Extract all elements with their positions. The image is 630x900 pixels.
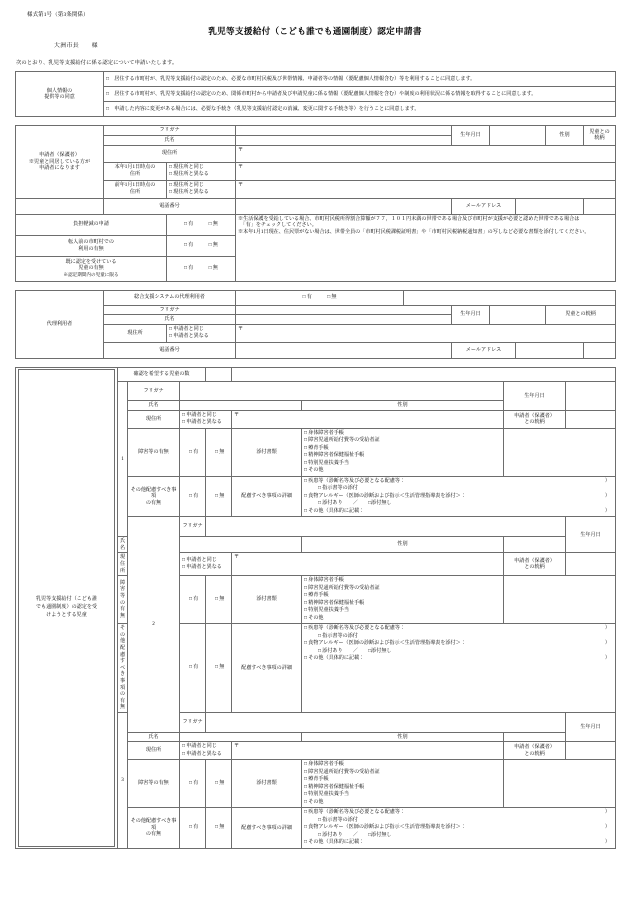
child1-attach-items[interactable] xyxy=(302,428,504,476)
yes-label: 有 xyxy=(188,220,194,227)
attach-item-3: 療育手帳 xyxy=(308,776,329,783)
child3-consider-items[interactable] xyxy=(302,808,616,849)
child3-name-input[interactable] xyxy=(180,732,302,742)
applicant-relation-label-line2: 続柄 xyxy=(594,135,605,142)
checkbox-icon[interactable] xyxy=(215,493,224,499)
consent-item-2[interactable] xyxy=(104,87,616,102)
child2-attach-note[interactable] xyxy=(504,576,616,624)
children-table xyxy=(15,367,616,849)
attach-item-1: 身体障害者手帳 xyxy=(308,761,344,768)
proxy-tel-label: 電話番号 xyxy=(104,342,236,358)
checkbox-icon[interactable] xyxy=(189,449,198,455)
page-title: 乳児等支援給付（こども誰でも通園制度）認定申請書 xyxy=(208,25,422,36)
child-relation-label-line2: との続柄 xyxy=(524,419,545,426)
applicant-sex-label: 性別 xyxy=(546,126,584,145)
child1-sex-label: 性別 xyxy=(302,401,504,411)
yes-label: 有 xyxy=(193,595,199,602)
child-index-2: 2 xyxy=(128,517,180,732)
child2-name-input[interactable] xyxy=(180,537,302,553)
reduction-notes xyxy=(236,214,616,281)
table-row xyxy=(16,290,616,305)
child2-consider-detail-label: 配慮すべき事項の詳細 xyxy=(232,624,302,713)
consider-item-1-close: ） xyxy=(604,625,611,632)
no-label: 無 xyxy=(219,448,225,455)
applicant-tel-input[interactable] xyxy=(236,198,452,214)
consider-item-3: 食物アレルギー（医師の診断および指示＜生活管理指導表を添付＞： xyxy=(308,824,466,831)
child3-furigana-label: フリガナ xyxy=(180,713,206,733)
children-label-line3: けようとする児童 xyxy=(46,611,87,618)
applicant-furigana-label: フリガナ xyxy=(104,126,236,136)
applicant-label-line3: 申請者になります xyxy=(39,165,80,172)
applicant-table xyxy=(15,125,616,281)
child3-attach-label: 添付書類 xyxy=(232,760,302,808)
attach-item-5: 特別児童扶養手当 xyxy=(308,791,349,798)
child1-furigana-input[interactable] xyxy=(180,381,504,401)
proxy-section-label: 代理利用者 xyxy=(16,290,104,358)
form-code: 様式第1号（第3条関係） xyxy=(27,12,89,18)
no-label: 無 xyxy=(219,780,225,787)
child2-consider-label xyxy=(118,624,128,713)
spacer-cell xyxy=(584,198,616,214)
no-label: 無 xyxy=(212,264,218,271)
proxy-mail-input[interactable] xyxy=(516,342,584,358)
reduction-label-0-line1: 負担軽減の申請 xyxy=(73,221,109,228)
child2-furigana-input[interactable] xyxy=(206,517,566,537)
yes-label: 有 xyxy=(193,780,199,787)
child1-disability-yes[interactable] xyxy=(180,428,206,476)
child1-birth-input[interactable] xyxy=(566,381,616,410)
yes-label: 有 xyxy=(193,448,199,455)
child2-disability-label: 障害等の有無 xyxy=(118,576,128,624)
child2-consider-no[interactable] xyxy=(206,624,232,713)
child3-relation-label xyxy=(504,742,566,760)
attach-item-1: 身体障害者手帳 xyxy=(308,577,344,584)
child2-name-label: 氏名 xyxy=(118,537,128,553)
child3-consider-yes[interactable] xyxy=(180,808,206,849)
child3-sex-label: 性別 xyxy=(302,732,504,742)
no-label: 無 xyxy=(219,492,225,499)
choice-same-label: 申請者と同じ xyxy=(173,325,204,332)
no-label: 無 xyxy=(219,595,225,602)
proxy-relation-label: 児童との続柄 xyxy=(546,305,616,324)
child2-address-choice[interactable] xyxy=(180,553,232,576)
checkbox-icon[interactable] xyxy=(209,242,218,248)
child1-birth-label: 生年月日 xyxy=(504,381,566,410)
reduction-label-1 xyxy=(16,235,167,256)
checkbox-icon[interactable] xyxy=(106,106,110,112)
spacer-cell xyxy=(232,367,616,381)
checkbox-icon[interactable] xyxy=(184,221,193,227)
child3-consider-label xyxy=(128,808,180,849)
attach-item-6: その他 xyxy=(308,467,324,474)
consider-item-3-close: ） xyxy=(604,824,611,831)
checkbox-icon[interactable] xyxy=(327,294,336,300)
spacer-cell xyxy=(584,342,616,358)
applicant-birth-input[interactable] xyxy=(490,126,546,145)
child3-consider-detail-label: 配慮すべき事項の詳細 xyxy=(232,808,302,849)
checkbox-icon[interactable] xyxy=(215,780,224,786)
checkbox-icon[interactable] xyxy=(303,294,312,300)
yes-label: 有 xyxy=(188,264,194,271)
reduction-note-3: ※本年1月1日現在、住民票がない場合は、世帯全員の「市町村民税課税証明書」や「市町村民税納税通知書」の写しなど必要な書類を添付してください。 xyxy=(238,228,590,235)
choice-same-label: 現住所と同じ xyxy=(173,163,204,170)
child1-address-label: 現住所 xyxy=(128,410,180,428)
attach-item-1: 身体障害者手帳 xyxy=(308,429,344,436)
postal-mark: 〒 xyxy=(238,325,244,332)
choice-diff-label: 申請者と異なる xyxy=(186,564,222,571)
consent-item-3[interactable] xyxy=(104,102,616,117)
child3-disability-label: 障害等の有無 xyxy=(128,760,180,808)
attach-item-4: 精神障害者保健福祉手帳 xyxy=(308,783,365,790)
applicant-birth-label: 生年月日 xyxy=(452,126,490,145)
child1-consider-no[interactable] xyxy=(206,476,232,517)
consider-item-1: 疾患等（診断名等及び必要となる配慮等： xyxy=(308,809,406,816)
attach-item-6: その他 xyxy=(308,614,324,621)
applicant-addr-thisyear-label-line1: 本年1月1日時点の xyxy=(114,164,156,171)
table-row xyxy=(16,214,616,235)
consider-item-5-close: ） xyxy=(604,839,611,846)
child2-consider-yes[interactable] xyxy=(180,624,206,713)
child2-attach-items[interactable] xyxy=(302,576,504,624)
attach-item-4: 精神障害者保健福祉手帳 xyxy=(308,452,365,459)
child2-sex-label: 性別 xyxy=(302,537,504,553)
applicant-tel-label: 電話番号 xyxy=(104,198,236,214)
reduction-choice-1[interactable] xyxy=(167,235,236,256)
consent-item-2-text: 居住する市町村が、乳児等支援給付の認定のため、関係市町村から申請者及び申請児童に係る情報（要配慮個人情報を含む）や制度の利用状況に係る情報を取得することに同意します。 xyxy=(114,90,537,97)
attach-item-4: 精神障害者保健福祉手帳 xyxy=(308,599,365,606)
consider-label-line2: の有無 xyxy=(145,500,162,507)
consider-label-line1: その他配慮すべき事項 xyxy=(130,486,177,500)
table-row xyxy=(16,324,616,342)
table-row xyxy=(16,367,616,381)
child1-name-label: 氏名 xyxy=(128,401,180,411)
child3-attach-note[interactable] xyxy=(504,760,616,808)
child2-birth-label: 生年月日 xyxy=(566,517,616,553)
child-relation-label-line2: との続柄 xyxy=(524,564,545,571)
consider-label-line2: の有無 xyxy=(120,691,126,711)
proxy-address-label: 現住所 xyxy=(104,324,167,342)
proxy-system-choice[interactable] xyxy=(236,290,404,305)
child2-consider-items[interactable] xyxy=(302,624,616,713)
child2-relation-label xyxy=(504,553,566,576)
reduction-label-2-line2: 児童の有無 xyxy=(78,265,104,272)
child-relation-label-line1: 申請者（保護者） xyxy=(514,744,555,751)
lead-sentence: 次のとおり、乳児等支援給付に係る認定について申請いたします。 xyxy=(16,59,178,66)
child3-birth-label: 生年月日 xyxy=(566,713,616,742)
child1-address-input[interactable] xyxy=(232,410,504,428)
consider-item-4: 添付あり ／ □添付無し xyxy=(322,831,392,838)
consider-label-line1: その他配慮すべき事項 xyxy=(120,625,126,691)
proxy-address-choice[interactable] xyxy=(167,324,236,342)
child3-name-label: 氏名 xyxy=(128,732,180,742)
table-row xyxy=(16,145,616,162)
attach-item-6: その他 xyxy=(308,798,324,805)
proxy-table xyxy=(15,290,616,359)
child1-consider-detail-label: 配慮すべき事項の詳細 xyxy=(232,476,302,517)
choice-diff-label: 現住所と異なる xyxy=(173,171,209,178)
table-row xyxy=(16,342,616,358)
child1-furigana-label: フリガナ xyxy=(128,381,180,401)
consider-item-3-close: ） xyxy=(604,492,611,499)
yes-label: 有 xyxy=(188,241,194,248)
postal-mark: 〒 xyxy=(238,181,244,188)
consider-item-3: 食物アレルギー（医師の診断および指示＜生活管理指導表を添付＞： xyxy=(308,640,466,647)
applicant-addr-lastyear-input[interactable] xyxy=(236,180,616,198)
consider-item-5: その他（具体的に記載： xyxy=(308,839,365,846)
no-label: 無 xyxy=(212,241,218,248)
applicant-addr-lastyear-label xyxy=(104,180,167,198)
checkbox-icon[interactable] xyxy=(209,265,218,271)
consider-item-2: 指示書等の添付 xyxy=(322,816,358,823)
applicant-addr-thisyear-input[interactable] xyxy=(236,162,616,180)
child1-attach-note[interactable] xyxy=(504,428,616,476)
child1-attach-label: 添付書類 xyxy=(232,428,302,476)
proxy-birth-input[interactable] xyxy=(490,305,546,324)
applicant-address-label: 現住所 xyxy=(104,145,236,162)
attach-item-2: 障害児通所給付費等の受給者証 xyxy=(308,437,380,444)
child3-consider-no[interactable] xyxy=(206,808,232,849)
consent-label-line2: 提供等の同意 xyxy=(44,94,75,101)
table-row xyxy=(16,180,616,198)
postal-mark: 〒 xyxy=(234,554,240,561)
proxy-system-label: 総合支援システムの代理利用者 xyxy=(104,290,236,305)
consent-item-1[interactable] xyxy=(104,72,616,87)
checkbox-icon[interactable] xyxy=(106,76,110,82)
child1-disability-label: 障害等の有無 xyxy=(128,428,180,476)
child1-consider-label xyxy=(128,476,180,517)
child-relation-label-line2: との続柄 xyxy=(524,750,545,757)
no-label: 無 xyxy=(331,293,337,300)
child3-attach-items[interactable] xyxy=(302,760,504,808)
child2-disability-no[interactable] xyxy=(206,576,232,624)
reduction-label-0 xyxy=(16,214,167,235)
child1-address-choice[interactable] xyxy=(180,410,232,428)
applicant-addr-lastyear-label-line1: 前年1月1日時点の xyxy=(114,182,156,189)
consider-item-5: その他（具体的に記載： xyxy=(308,655,365,662)
consider-item-3-close: ） xyxy=(604,640,611,647)
checkbox-icon[interactable] xyxy=(215,596,224,602)
consider-item-1-close: ） xyxy=(604,809,611,816)
consider-item-2: 指示書等の添付 xyxy=(322,485,358,492)
checkbox-icon[interactable] xyxy=(184,265,193,271)
checkbox-icon[interactable] xyxy=(184,242,193,248)
table-row xyxy=(16,72,616,87)
postal-mark: 〒 xyxy=(238,163,244,170)
child3-disability-yes[interactable] xyxy=(180,760,206,808)
applicant-mail-label: メールアドレス xyxy=(452,198,516,214)
child-relation-label-line1: 申請者（保護者） xyxy=(514,412,555,419)
child-index-3: 3 xyxy=(118,713,128,849)
yes-label: 有 xyxy=(306,293,312,300)
reduction-label-1-line1: 転入前の市町村での xyxy=(68,238,114,245)
children-count-value[interactable] xyxy=(206,367,232,381)
choice-diff-label: 申請者と異なる xyxy=(186,750,222,757)
no-label: 無 xyxy=(219,664,225,671)
reduction-label-2 xyxy=(16,256,167,281)
reduction-choice-2[interactable] xyxy=(167,256,236,281)
applicant-relation-label xyxy=(584,126,616,145)
applicant-addr-lastyear-label-line2: 住所 xyxy=(129,189,141,196)
child1-relation-label xyxy=(504,410,566,428)
addressee: 大洲市長 様 xyxy=(54,43,99,50)
applicant-label-line2: ※児童と同居している方が xyxy=(28,158,91,165)
checkbox-icon[interactable] xyxy=(189,664,198,670)
consent-label-line1: 個人情報の xyxy=(46,87,73,94)
checkbox-icon[interactable] xyxy=(215,449,224,455)
yes-label: 有 xyxy=(193,664,199,671)
choice-diff-label: 申請者と異なる xyxy=(186,419,222,426)
applicant-label-line1: 申請者（保護者） xyxy=(39,152,80,159)
consider-item-3: 食物アレルギー（医師の診断および指示＜生活管理指導表を添付＞： xyxy=(308,492,466,499)
no-label: 無 xyxy=(219,824,225,831)
proxy-furigana-label: フリガナ xyxy=(104,305,236,315)
children-count-label: 確認を希望する児童の数 xyxy=(118,367,206,381)
consider-item-5: その他（具体的に記載： xyxy=(308,507,365,514)
applicant-addr-thisyear-label-line2: 住所 xyxy=(129,171,141,178)
spacer-cell xyxy=(404,290,616,305)
proxy-address-input[interactable] xyxy=(236,324,616,342)
consider-item-1: 疾患等（診断名等及び必要となる配慮等： xyxy=(308,477,406,484)
choice-diff-label: 申請者と異なる xyxy=(173,333,209,340)
applicant-relation-label-line1: 児童との xyxy=(589,128,610,135)
child2-disability-yes[interactable] xyxy=(180,576,206,624)
child1-relation-input[interactable] xyxy=(566,410,616,428)
reduction-note-1: ※生活保護を受給している場合、市町村民税所得割合算額が７７，１０１円未満の世帯である場合及び市町村が支援が必要と認めた世帯である場合は xyxy=(238,215,580,222)
consent-table xyxy=(15,71,616,117)
choice-same-label: 現住所と同じ xyxy=(173,181,204,188)
spacer-cell xyxy=(16,198,104,214)
child3-furigana-input[interactable] xyxy=(206,713,566,733)
child3-address-label: 現住所 xyxy=(128,742,180,760)
consent-item-1-text: 居住する市町村が、乳児等支援給付の認定のため、必要な市町村民税及び世帯情報、申請者等の情報（要配慮個人情報含む）等を利用することに同意します。 xyxy=(114,75,476,82)
attach-item-5: 特別児童扶養手当 xyxy=(308,459,349,466)
applicant-name-label: 氏名 xyxy=(104,135,236,145)
child2-furigana-label: フリガナ xyxy=(180,517,206,537)
checkbox-icon[interactable] xyxy=(215,664,224,670)
child2-relation-input[interactable] xyxy=(566,553,616,576)
table-row xyxy=(16,102,616,117)
yes-label: 有 xyxy=(193,824,199,831)
consider-label-line2: の有無 xyxy=(145,831,162,838)
child1-name-input[interactable] xyxy=(180,401,302,411)
no-label: 無 xyxy=(212,220,218,227)
table-row xyxy=(16,162,616,180)
postal-mark: 〒 xyxy=(238,146,244,153)
applicant-addr-lastyear-choice[interactable] xyxy=(167,180,236,198)
checkbox-icon[interactable] xyxy=(209,221,218,227)
attach-item-2: 障害児通所給付費等の受給者証 xyxy=(308,768,380,775)
consider-item-2: 指示書等の添付 xyxy=(322,632,358,639)
attach-item-5: 特別児童扶養手当 xyxy=(308,607,349,614)
child3-disability-no[interactable] xyxy=(206,760,232,808)
children-label-line2: でも通園制度）の認定を受 xyxy=(35,603,98,610)
reduction-label-2-line3: ※認定期間内の児童に限る xyxy=(63,272,119,278)
checkbox-icon[interactable] xyxy=(106,91,110,97)
attach-item-3: 療育手帳 xyxy=(308,592,329,599)
reduction-label-1-line2: 利用の有無 xyxy=(78,245,104,252)
child2-attach-label: 添付書類 xyxy=(232,576,302,624)
applicant-address-input[interactable] xyxy=(236,145,616,162)
applicant-addr-thisyear-choice[interactable] xyxy=(167,162,236,180)
consent-item-3-text: 申請した内容に変更がある場合には、必要な手続き（乳児等支援給付認定の消滅、変更に関する手続き等）を行うことに同意します。 xyxy=(114,105,420,112)
choice-diff-label: 現住所と異なる xyxy=(173,189,209,196)
applicant-mail-input[interactable] xyxy=(516,198,584,214)
checkbox-icon[interactable] xyxy=(215,824,224,830)
postal-mark: 〒 xyxy=(234,743,240,750)
table-row xyxy=(16,198,616,214)
checkbox-icon[interactable] xyxy=(189,596,198,602)
consent-section-label xyxy=(16,72,104,117)
proxy-name-label: 氏名 xyxy=(104,315,236,325)
applicant-name-input[interactable] xyxy=(236,135,452,145)
child2-address-label: 現住所 xyxy=(118,553,128,576)
choice-same-label: 申請者と同じ xyxy=(186,556,217,563)
child1-disability-no[interactable] xyxy=(206,428,232,476)
table-row xyxy=(16,87,616,102)
child1-consider-items[interactable] xyxy=(302,476,616,517)
applicant-furigana-input[interactable] xyxy=(236,126,452,136)
reduction-label-2-line1: 既に認定を受けている xyxy=(65,258,117,265)
proxy-name-input[interactable] xyxy=(236,315,452,325)
child-index-1: 1 xyxy=(118,381,128,536)
child3-address-choice[interactable] xyxy=(180,742,232,760)
consider-item-1: 疾患等（診断名等及び必要となる配慮等： xyxy=(308,625,406,632)
choice-same-label: 申請者と同じ xyxy=(186,411,217,418)
consider-item-4: 添付あり ／ □添付無し xyxy=(322,500,392,507)
consider-item-4: 添付あり ／ □添付無し xyxy=(322,647,392,654)
child1-consider-yes[interactable] xyxy=(180,476,206,517)
postal-mark: 〒 xyxy=(234,411,240,418)
checkbox-icon[interactable] xyxy=(189,780,198,786)
consider-item-1-close: ） xyxy=(604,477,611,484)
attach-item-2: 障害児通所給付費等の受給者証 xyxy=(308,584,380,591)
table-row xyxy=(16,126,616,136)
yes-label: 有 xyxy=(193,492,199,499)
choice-same-label: 申請者と同じ xyxy=(186,743,217,750)
child3-relation-input[interactable] xyxy=(566,742,616,760)
children-section-label xyxy=(16,367,118,848)
applicant-section-label xyxy=(16,126,104,198)
applicant-addr-thisyear-label xyxy=(104,162,167,180)
table-row xyxy=(16,305,616,315)
child-relation-label-line1: 申請者（保護者） xyxy=(514,557,555,564)
proxy-birth-label: 生年月日 xyxy=(452,305,490,324)
child3-address-input[interactable] xyxy=(232,742,504,760)
checkbox-icon[interactable] xyxy=(189,824,198,830)
consider-label-line1: その他配慮すべき事項 xyxy=(130,818,177,831)
proxy-mail-label: メールアドレス xyxy=(452,342,516,358)
reduction-note-2: 「有」をチェックしてください。 xyxy=(238,222,317,229)
child2-address-input[interactable] xyxy=(232,553,504,576)
proxy-tel-input[interactable] xyxy=(236,342,452,358)
attach-item-3: 療育手帳 xyxy=(308,444,329,451)
reduction-choice-0[interactable] xyxy=(167,214,236,235)
consider-item-5-close: ） xyxy=(604,655,611,662)
children-label-line1: 乳児等支援給付（こども誰 xyxy=(35,596,98,603)
checkbox-icon[interactable] xyxy=(189,493,198,499)
consider-item-5-close: ） xyxy=(604,507,611,514)
proxy-furigana-input[interactable] xyxy=(236,305,452,315)
